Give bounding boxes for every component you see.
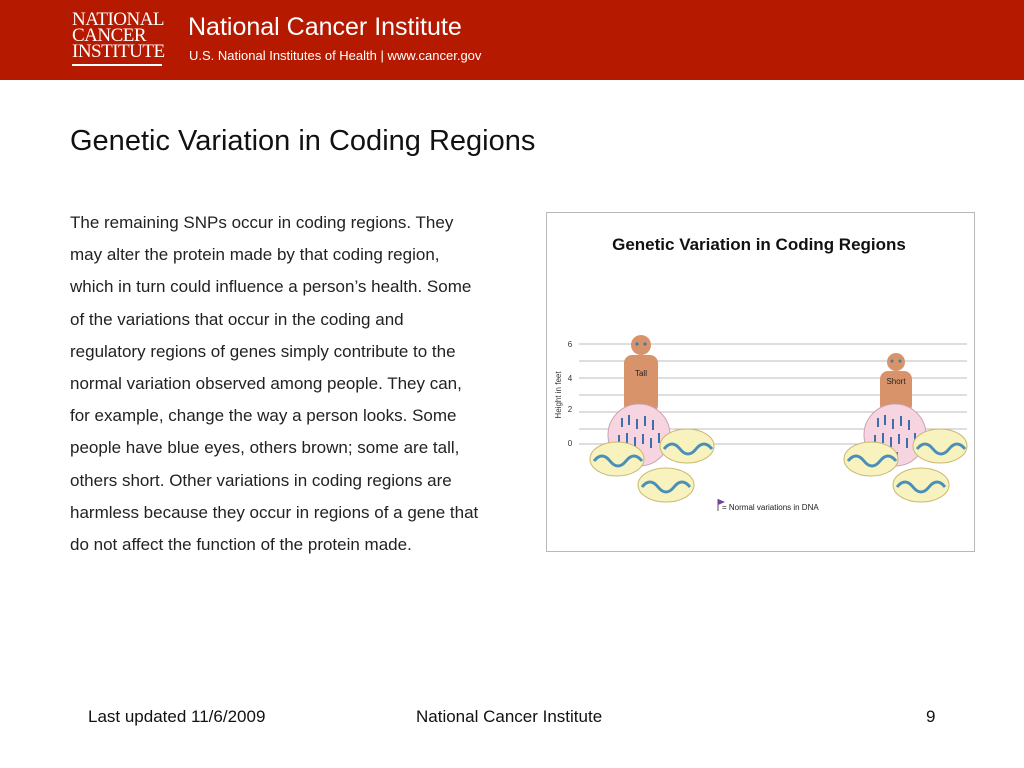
right-cell-cluster (844, 404, 967, 502)
y-tick-0: 0 (567, 439, 573, 448)
y-axis-label: Height in feet (554, 371, 563, 419)
logo-line-1: NATIONAL (72, 9, 165, 30)
tall-person-figure (624, 335, 658, 413)
logo-underline (72, 64, 162, 66)
logo-line-2: CANCER (72, 25, 147, 46)
body-paragraph: The remaining SNPs occur in coding regions. They may alter the protein made by that coding region, which in turn could influence a person’s health. Some of the variations that occur in the coding and regulatory regions of genes simply contribute to the normal variation observed among people. They can, for example, change the way a person looks. Some people have blue eyes, others brown; some are tall, others short. Other variations in coding regions are harmless because they occur in regions of a gene that do not affect the function of the protein made. (70, 213, 479, 555)
footer-page-number: 9 (926, 707, 936, 726)
legend-text: = Normal variations in DNA (722, 503, 819, 512)
footer-last-updated: Last updated 11/6/2009 (88, 707, 266, 726)
footer-organization: National Cancer Institute (416, 707, 603, 726)
left-cell-cluster (590, 404, 714, 502)
org-title: National Cancer Institute (188, 13, 462, 41)
y-tick-4: 4 (567, 374, 573, 383)
nci-logo (72, 9, 165, 68)
org-subtitle: U.S. National Institutes of Health | www.cancer.gov (189, 48, 482, 63)
figure-title: Genetic Variation in Coding Regions (612, 235, 906, 254)
short-label: Short (886, 377, 906, 386)
figure-panel (546, 212, 975, 552)
header-banner (0, 0, 1024, 80)
logo-line-3: INSTITUTE (72, 41, 165, 62)
y-tick-2: 2 (567, 405, 573, 414)
y-tick-6: 6 (567, 340, 573, 349)
tall-label: Tall (634, 369, 648, 378)
slide-title: Genetic Variation in Coding Regions (70, 125, 536, 157)
genetic-variation-illustration (547, 213, 974, 551)
legend (718, 499, 819, 512)
